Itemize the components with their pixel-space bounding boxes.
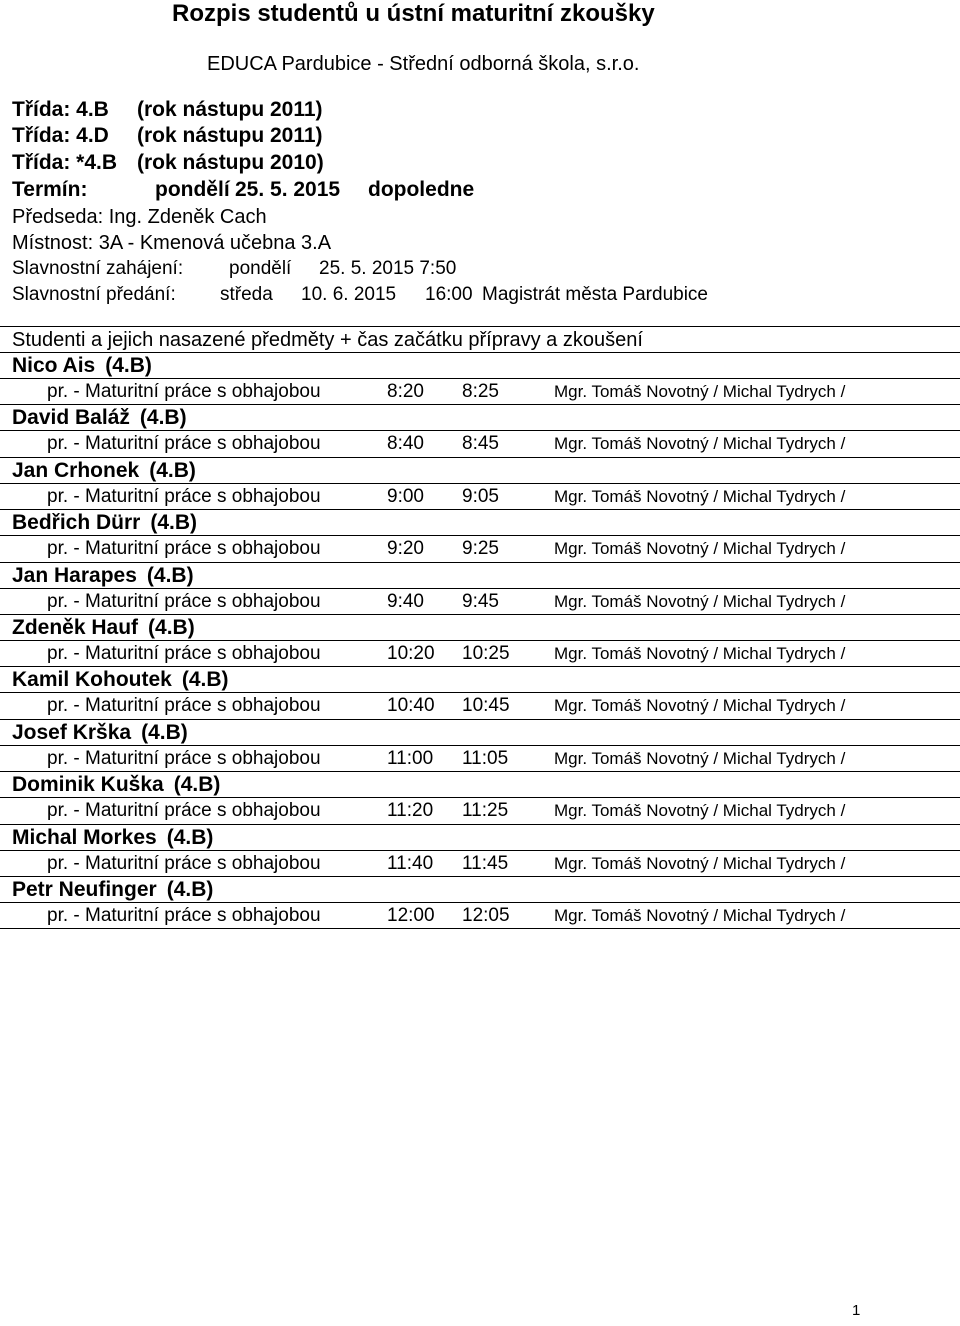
student-class: (4.B) <box>105 354 152 377</box>
prep-time: 11:40 <box>387 853 434 874</box>
student-name-text: Dominik Kuška <box>12 773 164 796</box>
student-entry <box>0 666 960 719</box>
prep-time: 8:40 <box>387 433 424 454</box>
exam-row <box>0 483 960 510</box>
page-title: Rozpis studentů u ústní maturitní zkoušky <box>172 0 655 27</box>
student-class: (4.B) <box>166 878 214 901</box>
class-label: Třída: 4.B <box>12 98 109 121</box>
student-name-row <box>0 824 960 851</box>
student-class: (4.B) <box>141 721 188 744</box>
student-class: (4.B) <box>139 406 187 429</box>
class-label: Třída: 4.D <box>12 124 109 147</box>
handover-place: Magistrát města Pardubice <box>482 284 708 305</box>
prep-time: 12:00 <box>387 905 435 926</box>
student-name <box>12 406 187 430</box>
term-part: dopoledne <box>368 178 475 201</box>
examiners: Mgr. Tomáš Novotný / Michal Tydrych / <box>554 749 846 768</box>
examiners: Mgr. Tomáš Novotný / Michal Tydrych / <box>554 539 846 558</box>
examiners: Mgr. Tomáš Novotný / Michal Tydrych / <box>554 854 846 873</box>
student-name-text: Jan Crhonek <box>12 459 140 482</box>
class-year: (rok nástupu 2011) <box>137 124 323 147</box>
student-name <box>12 721 188 745</box>
student-name-text: Josef Krška <box>12 721 132 744</box>
prep-time: 11:20 <box>387 800 434 821</box>
handover-date: 10. 6. 2015 <box>301 284 397 305</box>
exam-subject: pr. - Maturitní práce s obhajobou <box>47 433 321 454</box>
student-name <box>12 354 152 378</box>
handover-label: Slavnostní předání: <box>12 284 176 305</box>
examiners: Mgr. Tomáš Novotný / Michal Tydrych / <box>554 696 846 715</box>
exam-subject: pr. - Maturitní práce s obhajobou <box>47 695 321 716</box>
table-bottom-rule <box>0 928 960 929</box>
student-entry <box>0 352 960 405</box>
student-name <box>12 826 213 850</box>
student-entry <box>0 509 960 562</box>
class-year: (rok nástupu 2011) <box>137 98 323 121</box>
exam-subject: pr. - Maturitní práce s obhajobou <box>47 853 321 874</box>
exam-subject: pr. - Maturitní práce s obhajobou <box>47 800 321 821</box>
examiners: Mgr. Tomáš Novotný / Michal Tydrych / <box>554 434 846 453</box>
student-entry <box>0 562 960 615</box>
exam-time: 12:05 <box>462 905 510 926</box>
exam-row <box>0 588 960 615</box>
student-name-text: Petr Neufinger <box>12 878 157 901</box>
opening-datetime: 25. 5. 2015 7:50 <box>319 258 457 279</box>
student-name-text: Nico Ais <box>12 354 96 377</box>
exam-time: 9:05 <box>462 486 499 507</box>
student-name-text: Jan Harapes <box>12 564 137 587</box>
exam-subject: pr. - Maturitní práce s obhajobou <box>47 591 321 612</box>
student-name <box>12 878 213 902</box>
handover-day: středa <box>220 284 273 305</box>
section-heading-text: Studenti a jejich nasazené předměty + čas začátku přípravy a zkoušení <box>12 329 643 351</box>
student-name <box>12 564 194 588</box>
student-class: (4.B) <box>166 826 214 849</box>
exam-time: 11:45 <box>462 853 509 874</box>
student-entry <box>0 457 960 510</box>
term-date: 25. 5. 2015 <box>235 178 341 201</box>
exam-subject: pr. - Maturitní práce s obhajobou <box>47 538 321 559</box>
student-name-text: Kamil Kohoutek <box>12 668 172 691</box>
student-class: (4.B) <box>173 773 221 796</box>
opening-day: pondělí <box>229 258 292 279</box>
examiners: Mgr. Tomáš Novotný / Michal Tydrych / <box>554 906 846 925</box>
exam-time: 10:45 <box>462 695 510 716</box>
room-row: Místnost: 3A - Kmenová učebna 3.A <box>12 232 332 254</box>
student-name-row <box>0 771 960 798</box>
student-entry <box>0 719 960 772</box>
exam-time: 8:25 <box>462 381 499 402</box>
exam-subject: pr. - Maturitní práce s obhajobou <box>47 748 321 769</box>
examiners: Mgr. Tomáš Novotný / Michal Tydrych / <box>554 644 846 663</box>
prep-time: 9:00 <box>387 486 424 507</box>
student-name-row <box>0 876 960 903</box>
exam-subject: pr. - Maturitní práce s obhajobou <box>47 905 321 926</box>
exam-subject: pr. - Maturitní práce s obhajobou <box>47 381 321 402</box>
student-name-row <box>0 562 960 589</box>
exam-row <box>0 745 960 772</box>
student-name <box>12 511 197 535</box>
student-name <box>12 459 196 483</box>
prep-time: 9:20 <box>387 538 424 559</box>
class-year: (rok nástupu 2010) <box>137 151 324 174</box>
exam-time: 11:05 <box>462 748 509 769</box>
exam-row <box>0 850 960 877</box>
term-day: pondělí <box>155 178 230 201</box>
student-class: (4.B) <box>181 668 229 691</box>
chair-row: Předseda: Ing. Zdeněk Cach <box>12 206 267 228</box>
exam-row <box>0 535 960 562</box>
student-class: (4.B) <box>149 459 196 482</box>
student-name-text: Bedřich Dürr <box>12 511 141 534</box>
prep-time: 11:00 <box>387 748 434 769</box>
student-class: (4.B) <box>148 616 195 639</box>
term-label: Termín: <box>12 178 88 201</box>
prep-time: 8:20 <box>387 381 424 402</box>
student-entry <box>0 614 960 667</box>
exam-row <box>0 902 960 929</box>
class-label: Třída: *4.B <box>12 151 118 174</box>
student-name-row <box>0 404 960 431</box>
exam-subject: pr. - Maturitní práce s obhajobou <box>47 486 321 507</box>
student-name-row <box>0 719 960 746</box>
student-entry <box>0 876 960 929</box>
prep-time: 10:40 <box>387 695 435 716</box>
student-class: (4.B) <box>150 511 198 534</box>
prep-time: 9:40 <box>387 591 424 612</box>
student-name <box>12 773 220 797</box>
school-name: EDUCA Pardubice - Střední odborná škola, s.r.o. <box>207 53 640 75</box>
student-name-row <box>0 666 960 693</box>
exam-time: 8:45 <box>462 433 499 454</box>
student-name-text: David Baláž <box>12 406 130 429</box>
exam-time: 9:25 <box>462 538 499 559</box>
student-class: (4.B) <box>146 564 194 587</box>
exam-row <box>0 430 960 457</box>
exam-time: 10:25 <box>462 643 510 664</box>
student-name-row <box>0 614 960 641</box>
student-name-text: Zdeněk Hauf <box>12 616 139 639</box>
opening-label: Slavnostní zahájení: <box>12 258 184 279</box>
handover-time: 16:00 <box>425 284 473 305</box>
exam-time: 11:25 <box>462 800 509 821</box>
student-name-text: Michal Morkes <box>12 826 157 849</box>
prep-time: 10:20 <box>387 643 435 664</box>
exam-subject: pr. - Maturitní práce s obhajobou <box>47 643 321 664</box>
exam-row <box>0 378 960 405</box>
exam-time: 9:45 <box>462 591 499 612</box>
student-name <box>12 616 195 640</box>
students-section-heading <box>0 326 960 353</box>
examiners: Mgr. Tomáš Novotný / Michal Tydrych / <box>554 487 846 506</box>
student-name <box>12 668 229 692</box>
student-entry <box>0 404 960 457</box>
page-number: 1 <box>852 1302 861 1319</box>
examiners: Mgr. Tomáš Novotný / Michal Tydrych / <box>554 592 846 611</box>
exam-row <box>0 640 960 667</box>
exam-row <box>0 797 960 824</box>
student-entry <box>0 824 960 877</box>
student-name-row <box>0 509 960 536</box>
examiners: Mgr. Tomáš Novotný / Michal Tydrych / <box>554 801 846 820</box>
student-name-row <box>0 457 960 484</box>
examiners: Mgr. Tomáš Novotný / Michal Tydrych / <box>554 382 846 401</box>
student-name-row <box>0 352 960 379</box>
student-entry <box>0 771 960 824</box>
exam-row <box>0 692 960 719</box>
